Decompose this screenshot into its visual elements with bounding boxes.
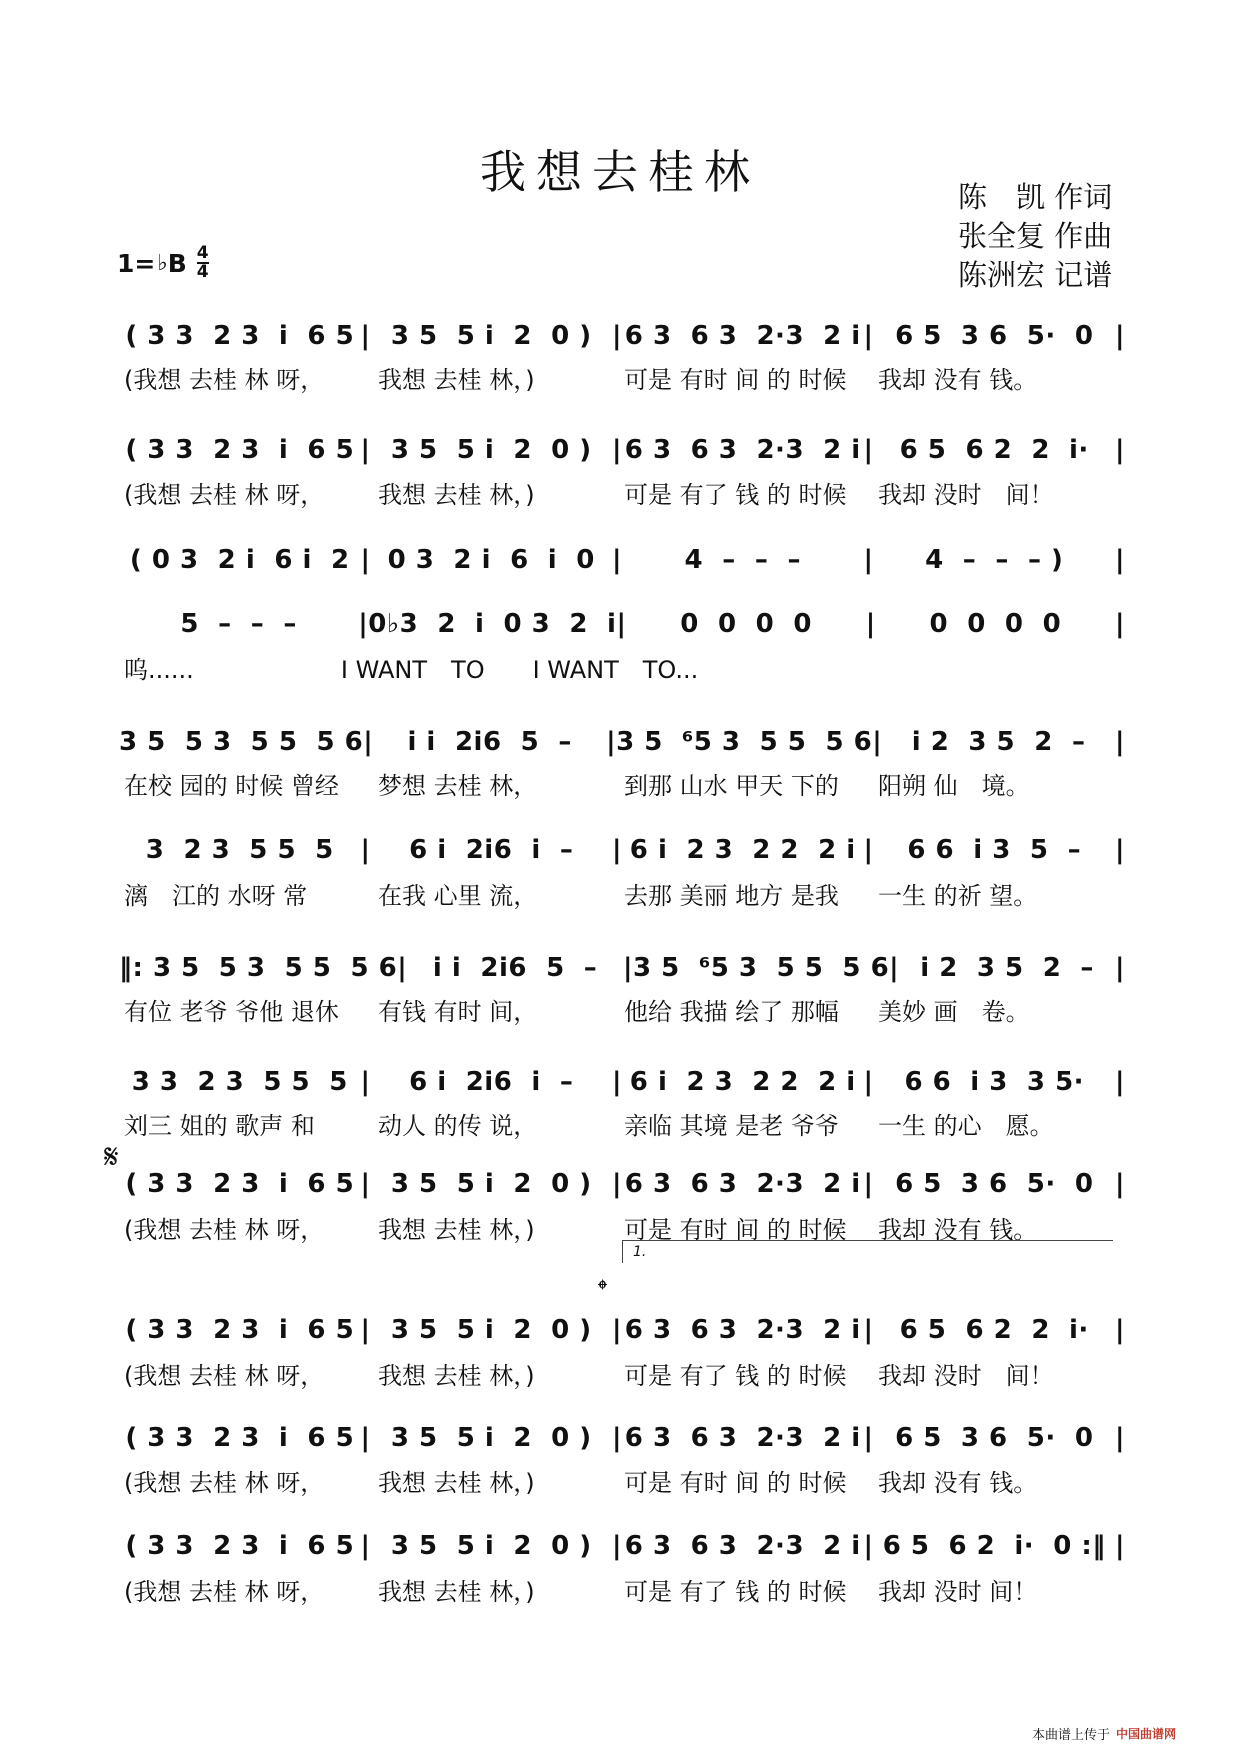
lyric-phrase: 我想 去桂 林，): [378, 1468, 535, 1497]
measure: 3 5 ⁶5 3 5 5 5 6: [616, 727, 873, 757]
barline: |: [612, 1315, 622, 1345]
measure: 6 5 3 6 5· 0: [895, 321, 1094, 351]
measure: 6 5 6 2 i· 0 :‖: [882, 1531, 1106, 1561]
lyric-phrase: 我却 没时 间！: [878, 1577, 1038, 1606]
lyricist-credit: 陈 凯 作词: [958, 180, 1113, 214]
barline: |: [360, 435, 371, 465]
measure: 3 3 2 3 5 5 5: [131, 1067, 348, 1097]
notation-line: [119, 1310, 1125, 1350]
barline: |: [612, 1067, 622, 1097]
barline: |: [363, 727, 374, 757]
footer-text: 本曲谱上传于: [1032, 1728, 1111, 1743]
measure: 6 3 6 3 2·3 2 i: [624, 1169, 861, 1199]
barline: |: [606, 727, 617, 757]
measure: ( 3 3 2 3 i 6 5: [125, 435, 355, 465]
notation-line: [119, 1526, 1125, 1566]
lyric-line: [124, 475, 1124, 509]
measure: 0 3 2 i 6 i 0: [387, 545, 595, 575]
lyric-phrase: 他给 我描 绘了 那幅: [624, 997, 839, 1026]
measure: ( 3 3 2 3 i 6 5: [125, 1423, 355, 1453]
time-bottom: 4: [196, 262, 209, 282]
volta-label: 1.: [633, 1244, 647, 1260]
measure: 0 0 0 0: [929, 609, 1062, 639]
notation-line: [119, 830, 1125, 870]
measure: 6 3 6 3 2·3 2 i: [624, 321, 861, 351]
barline: |: [612, 1169, 622, 1199]
barline: |: [863, 1169, 874, 1199]
time-signature: [197, 245, 209, 281]
lyric-phrase: 一生 的心 愿。: [878, 1111, 1054, 1140]
barline: |: [360, 1169, 371, 1199]
barline: |: [1115, 609, 1125, 639]
lyric-phrase: 我想 去桂 林，): [378, 1215, 535, 1244]
barline: |: [623, 953, 634, 983]
barline: |: [612, 435, 622, 465]
lyric-phrase: 我想 去桂 林，): [378, 480, 535, 509]
lyric-phrase: 阳朔 仙 境。: [878, 771, 1030, 800]
lyric-line: [124, 876, 1124, 910]
barline: |: [612, 1423, 622, 1453]
lyric-phrase: 我想 去桂 林，): [378, 1361, 535, 1390]
lyric-phrase: (我想 去桂 林 呀，: [124, 1468, 325, 1497]
barline: |: [863, 435, 874, 465]
barline: |: [863, 1067, 874, 1097]
segno-sign: 𝄋: [104, 1137, 119, 1177]
credits: [958, 178, 1112, 295]
measure: ( 3 3 2 3 i 6 5: [125, 1169, 355, 1199]
notation-line: [119, 722, 1125, 762]
measure: i 2 3 5 2 –: [920, 953, 1094, 983]
measure: 4 – – –: [684, 545, 801, 575]
key-signature: [117, 245, 209, 281]
measure: 6 6 i 3 3 5·: [904, 1067, 1085, 1097]
measure: 6 3 6 3 2·3 2 i: [624, 1531, 861, 1561]
barline: |: [863, 545, 874, 575]
measure: 0 0 0 0: [680, 609, 812, 639]
lyric-phrase: 我却 没有 钱。: [878, 1215, 1038, 1244]
lyric-phrase: 我想 去桂 林，): [378, 1577, 535, 1606]
key-prefix: 1=: [117, 248, 156, 278]
volta-bracket: [622, 1240, 1113, 1263]
barline: |: [1115, 435, 1125, 465]
barline: |: [863, 835, 874, 865]
lyric-phrase: 可是 有了 钱 的 时候: [624, 1361, 847, 1390]
lyric-phrase: 有钱 有时 间，: [378, 997, 538, 1026]
measure: 3 5 5 i 2 0 ): [390, 1169, 592, 1199]
lyric-line: [124, 1463, 1124, 1497]
notation-line: [119, 316, 1125, 356]
measure: 6 5 3 6 5· 0: [895, 1169, 1094, 1199]
barline: |: [616, 609, 627, 639]
barline: |: [863, 321, 874, 351]
barline: |: [1115, 321, 1125, 351]
measure: 6 6 i 3 5 –: [907, 835, 1082, 865]
measure: 3 5 5 i 2 0 ): [390, 435, 592, 465]
lyric-line: [124, 1572, 1124, 1606]
barline: |: [1115, 835, 1125, 865]
measure: 3 5 5 i 2 0 ): [390, 1315, 592, 1345]
lyric-phrase: 我却 没时 间！: [878, 1361, 1054, 1390]
lyric-line: [124, 992, 1124, 1026]
lyric-phrase: 在校 园的 时候 曾经: [124, 771, 339, 800]
notation-line: [119, 540, 1125, 580]
barline: |: [360, 321, 371, 351]
lyric-phrase: 可是 有时 间 的 时候: [624, 1215, 847, 1244]
lyric-line: [124, 766, 1124, 800]
measure: 3 2 3 5 5 5: [145, 835, 334, 865]
measure: ( 3 3 2 3 i 6 5: [125, 321, 355, 351]
barline: |: [360, 1315, 371, 1345]
barline: |: [358, 609, 369, 639]
barline: |: [1115, 1531, 1125, 1561]
notation-line: [119, 1062, 1125, 1102]
lyric-phrase: 刘三 姐的 歌声 和: [124, 1111, 315, 1140]
measure: ( 3 3 2 3 i 6 5: [125, 1315, 355, 1345]
barline: |: [612, 1531, 622, 1561]
lyric-line: [124, 1356, 1124, 1390]
barline: |: [1115, 1423, 1125, 1453]
measure: 3 5 5 i 2 0 ): [390, 1531, 592, 1561]
barline: |: [1115, 1169, 1125, 1199]
lyric-phrase: 我却 没时 间！: [878, 480, 1054, 509]
lyric-phrase: 漓 江的 水呀 常: [124, 881, 308, 910]
barline: |: [863, 1423, 874, 1453]
measure: 3 5 5 i 2 0 ): [390, 321, 592, 351]
lyric-phrase: 我却 没有 钱。: [878, 1468, 1038, 1497]
measure: 6 i 2i6 i –: [409, 1067, 574, 1097]
measure: 3 5 5 3 5 5 5 6: [119, 727, 364, 757]
measure: 6 3 6 3 2·3 2 i: [624, 435, 861, 465]
lyric-phrase: 梦想 去桂 林，: [378, 771, 538, 800]
lyric-phrase: 有位 老爷 爷他 退休: [124, 997, 339, 1026]
transcriber-credit: 陈洲宏 记谱: [958, 258, 1113, 292]
barline: |: [1115, 545, 1125, 575]
barline: |: [360, 1531, 371, 1561]
coda-sign: 𝄌: [598, 1275, 607, 1305]
notation-line: [119, 948, 1125, 988]
measure: ( 3 3 2 3 i 6 5: [125, 1531, 355, 1561]
measure: 0♭3 2 i 0 3 2 i: [368, 609, 617, 639]
lyric-line: [124, 360, 1124, 394]
barline: |: [863, 1315, 874, 1345]
measure: 3 5 ⁶5 3 5 5 5 6: [633, 953, 890, 983]
barline: |: [612, 835, 622, 865]
measure: ‖: 3 5 5 3 5 5 5 6: [119, 953, 398, 983]
lyric-phrase: 去那 美丽 地方 是我: [624, 881, 839, 910]
notation-line: [119, 1418, 1125, 1458]
lyric-line: [124, 650, 1124, 684]
barline: |: [1115, 953, 1125, 983]
lyric-phrase: 可是 有时 间 的 时候: [624, 1468, 847, 1497]
lyric-line: [124, 1106, 1124, 1140]
lyric-phrase: 可是 有了 钱 的 时候: [624, 1577, 847, 1606]
barline: |: [1115, 1315, 1125, 1345]
lyric-phrase: 美妙 画 卷。: [878, 997, 1030, 1026]
lyric-phrase: (我想 去桂 林 呀，: [124, 365, 325, 394]
lyric-phrase: 到那 山水 甲天 下的: [624, 771, 839, 800]
notation-line: [119, 1164, 1125, 1204]
lyric-phrase: 可是 有了 钱 的 时候: [624, 480, 847, 509]
barline: |: [612, 321, 622, 351]
lyric-phrase: 动人 的传 说，: [378, 1111, 538, 1140]
barline: |: [863, 1531, 874, 1561]
composer-credit: 张全复 作曲: [958, 219, 1113, 253]
measure: 3 5 5 i 2 0 ): [390, 1423, 592, 1453]
measure: 6 3 6 3 2·3 2 i: [624, 1315, 861, 1345]
barline: |: [865, 609, 876, 639]
lyric-phrase: (我想 去桂 林 呀，: [124, 480, 325, 509]
lyric-phrase: 亲临 其境 是老 爷爷: [624, 1111, 839, 1140]
measure: i 2 3 5 2 –: [911, 727, 1086, 757]
footer: [1032, 1724, 1176, 1743]
measure: ( 0 3 2 i 6 i 2: [129, 545, 350, 575]
time-top: 4: [196, 243, 209, 263]
measure: 6 5 6 2 2 i·: [899, 1315, 1089, 1345]
barline: |: [889, 953, 900, 983]
lyric-phrase: (我想 去桂 林 呀，: [124, 1577, 325, 1606]
song-title: 我想去桂林: [480, 145, 760, 199]
lyric-phrase: (我想 去桂 林 呀，: [124, 1215, 325, 1244]
key-flat: ♭: [157, 250, 168, 276]
measure: 4 – – – ): [925, 545, 1064, 575]
barline: |: [1115, 727, 1126, 757]
measure: 6 i 2 3 2 2 2 i: [629, 835, 856, 865]
lyric-phrase: 在我 心里 流，: [378, 881, 538, 910]
barline: |: [360, 1067, 371, 1097]
measure: 6 i 2i6 i –: [409, 835, 574, 865]
lyric-line: [124, 1210, 1124, 1244]
measure: 6 i 2 3 2 2 2 i: [629, 1067, 856, 1097]
lyric-phrase: 我想 去桂 林，): [378, 365, 535, 394]
barline: |: [1115, 1067, 1125, 1097]
notation-line: [119, 430, 1125, 470]
measure: 6 3 6 3 2·3 2 i: [624, 1423, 861, 1453]
notation-line: [119, 604, 1125, 644]
lyric-phrase: 我却 没有 钱。: [878, 365, 1038, 394]
measure: i i 2i6 5 –: [432, 953, 598, 983]
barline: |: [872, 727, 883, 757]
lyric-phrase: 可是 有时 间 的 时候: [624, 365, 847, 394]
lyric-phrase: 呜......: [124, 655, 194, 684]
measure: 6 5 3 6 5· 0: [895, 1423, 1094, 1453]
barline: |: [397, 953, 408, 983]
barline: |: [612, 545, 622, 575]
barline: |: [360, 835, 371, 865]
barline: |: [360, 545, 371, 575]
barline: |: [360, 1423, 371, 1453]
key-note: B: [167, 248, 187, 278]
measure: 6 5 6 2 2 i·: [899, 435, 1089, 465]
measure: 5 – – –: [180, 609, 297, 639]
measure: i i 2i6 5 –: [407, 727, 572, 757]
lyric-phrase: (我想 去桂 林 呀，: [124, 1361, 325, 1390]
lyric-phrase: I WANT TO I WANT TO...: [340, 655, 699, 684]
lyric-phrase: 一生 的祈 望。: [878, 881, 1038, 910]
site-logo: 中国曲谱网: [1116, 1727, 1177, 1741]
